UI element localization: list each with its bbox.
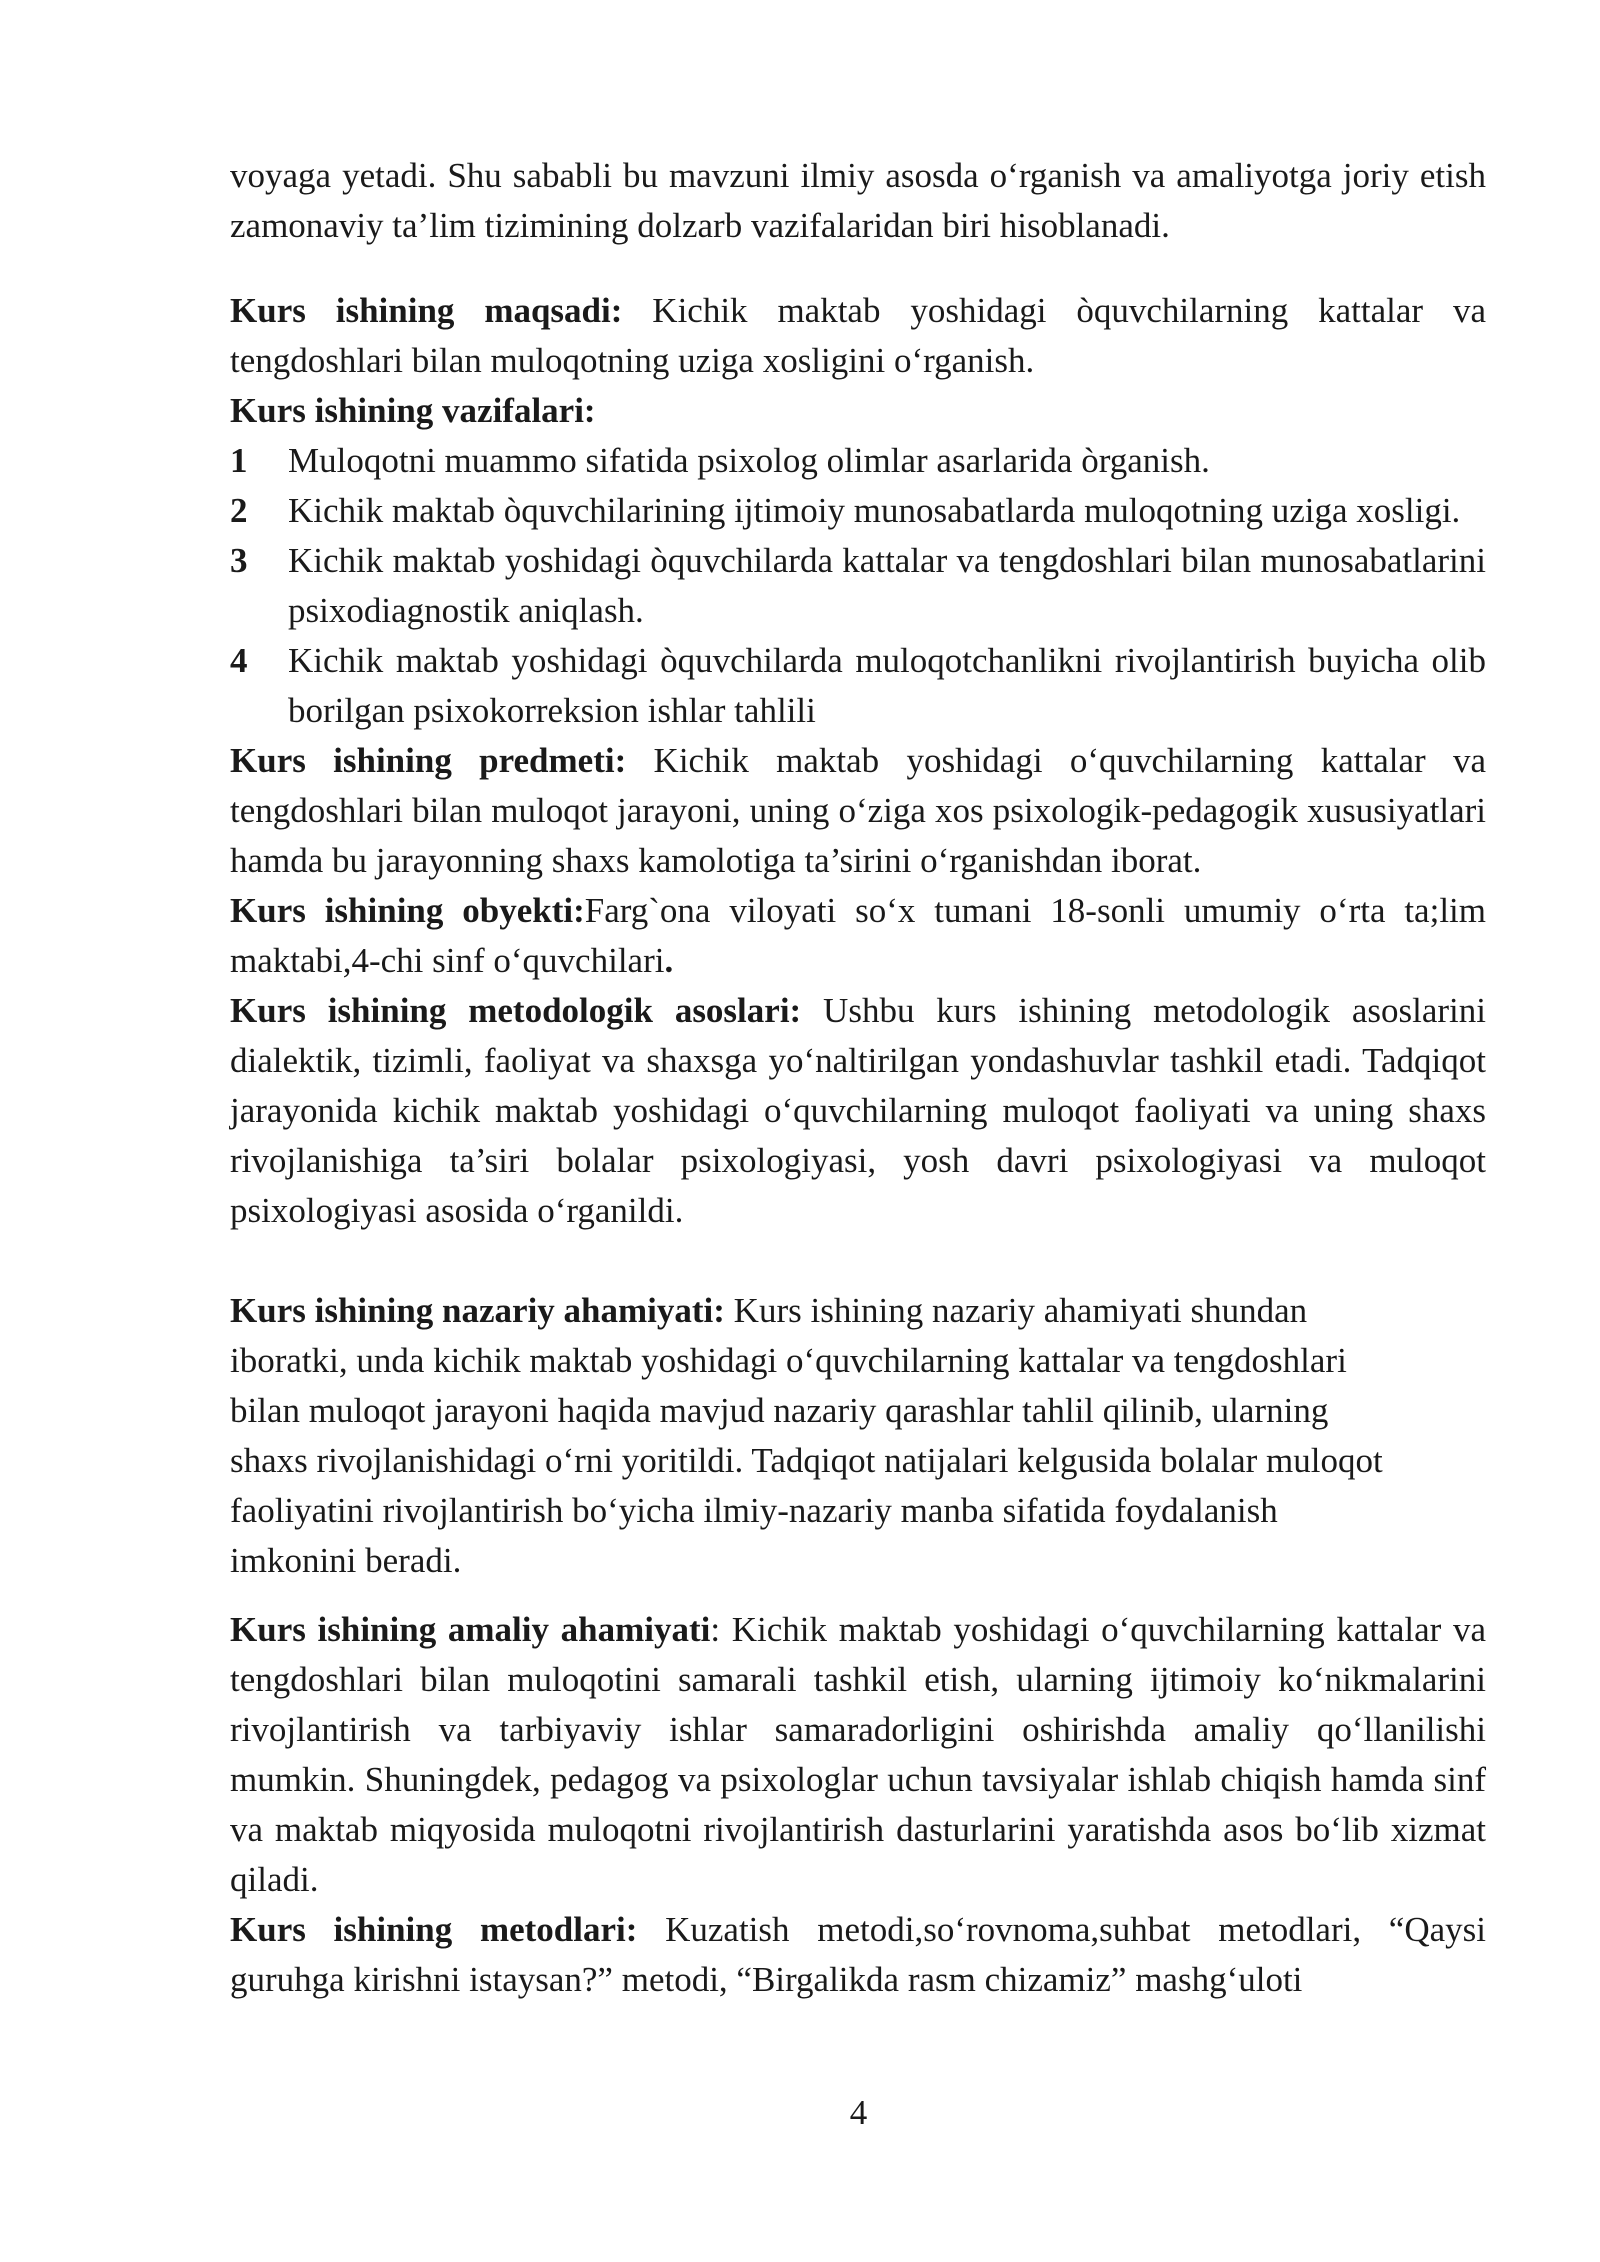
theory-label: Kurs ishining nazariy ahamiyati: (230, 1291, 725, 1330)
subject-label: Kurs ishining predmeti: (230, 741, 627, 780)
task-number: 3 (230, 541, 248, 580)
methods-text: Kuzatish metodi,so‘rovnoma,suhbat metodlari, “Qaysi guruhga kirishni istaysan?” metodi, “Birgalikda rasm chizamiz” mashg‘uloti (230, 1910, 1486, 1999)
object-paragraph (230, 886, 1486, 986)
theory-section (230, 1286, 1486, 1586)
task-text: Kichik maktab òquvchilarining ijtimoiy munosabatlarda muloqotning uziga xosligi. (288, 491, 1461, 530)
practice-section (230, 1605, 1486, 2005)
task-text: Kichik maktab yoshidagi òquvchilarda muloqotchanlikni rivojlantirish buyicha olib borilgan psixokorreksion ishlar tahlili (288, 641, 1486, 730)
task-text: Kichik maktab yoshidagi òquvchilarda kattalar va tengdoshlari bilan munosabatlarini psixodiagnostik aniqlash. (288, 541, 1486, 630)
object-label: Kurs ishining obyekti: (230, 891, 585, 930)
task-item-2 (230, 486, 1486, 536)
subject-paragraph (230, 736, 1486, 886)
methodology-paragraph (230, 986, 1486, 1236)
tasks-heading-label: Kurs ishining vazifalari: (230, 391, 596, 430)
task-number: 1 (230, 441, 248, 480)
goal-section (230, 286, 1486, 386)
intro-text: voyaga yetadi. Shu sababli bu mavzuni ilmiy asosda o‘rganish va amaliyotga joriy etish zamonaviy ta’lim tizimining dolzarb vazifalaridan biri hisoblanadi. (230, 156, 1486, 245)
practice-text: : Kichik maktab yoshidagi o‘quvchilarning kattalar va tengdoshlari bilan muloqotini samarali tashkil etish, ularning ijtimoiy ko‘nikmalarini rivojlantirish va tarbiyaviy ishlar samaradorligini oshirishda amaliy qo‘llanilishi mumkin. Shuningdek, pedagog va psixologlar uchun tavsiyalar ishlab chiqish hamda sinf va maktab miqyosida muloqotni rivojlantirish dasturlarini yaratishda asos bo‘lib xizmat qiladi. (230, 1610, 1486, 1899)
theory-line-text: Kurs ishining nazariy ahamiyati shundan (724, 1291, 1308, 1330)
tasks-list (230, 436, 1486, 736)
theory-line-5: faoliyatini rivojlantirish bo‘yicha ilmiy-nazariy manba sifatida foydalanish (230, 1491, 1278, 1530)
task-number: 2 (230, 491, 248, 530)
methods-paragraph (230, 1905, 1486, 2005)
theory-line-6: imkonini beradi. (230, 1541, 462, 1580)
methods-label: Kurs ishining metodlari: (230, 1910, 638, 1949)
page-number: 4 (849, 2093, 868, 2132)
intro-paragraph (230, 151, 1486, 251)
practice-label: Kurs ishining amaliy ahamiyati (230, 1610, 711, 1649)
goal-paragraph (230, 286, 1486, 386)
theory-line-1 (230, 1286, 1486, 1336)
task-item-4 (230, 636, 1486, 736)
goal-text: Kichik maktab yoshidagi òquvchilarning kattalar va tengdoshlari bilan muloqotning uziga xosligini o‘rganish. (230, 291, 1486, 380)
task-text: Muloqotni muammo sifatida psixolog olimlar asarlarida òrganish. (288, 441, 1210, 480)
subject-text: Kichik maktab yoshidagi o‘quvchilarning kattalar va tengdoshlari bilan muloqot jarayoni, uning o‘ziga xos psixologik-pedagogik xususiyatlari hamda bu jarayonning shaxs kamolotiga ta’sirini o‘rganishdan iborat. (230, 741, 1486, 880)
goal-label: Kurs ishining maqsadi: (230, 291, 623, 330)
tasks-heading (230, 386, 1486, 436)
task-number: 4 (230, 641, 248, 680)
theory-line-4: shaxs rivojlanishidagi o‘rni yoritildi. Tadqiqot natijalari kelgusida bolalar muloqot (230, 1441, 1383, 1480)
tasks-section (230, 386, 1486, 1236)
object-text: Farg`ona viloyati so‘x tumani 18-sonli umumiy o‘rta ta;lim maktabi,4-chi sinf o‘quvchilari (230, 891, 1486, 980)
task-item-1 (230, 436, 1486, 486)
methodology-label: Kurs ishining metodologik asoslari: (230, 991, 802, 1030)
methodology-text: Ushbu kurs ishining metodologik asoslarini dialektik, tizimli, faoliyat va shaxsga yo‘naltirilgan yondashuvlar tashkil etadi. Tadqiqot jarayonida kichik maktab yoshidagi o‘quvchilarning muloqot faoliyati va uning shaxs rivojlanishiga ta’siri bolalar psixologiyasi, yosh davri psixologiyasi va muloqot psixologiyasi asosida o‘rganildi. (230, 991, 1486, 1230)
object-end: . (664, 941, 674, 980)
theory-line-2: iboratki, unda kichik maktab yoshidagi o‘quvchilarning kattalar va tengdoshlari (230, 1341, 1347, 1380)
theory-line-3: bilan muloqot jarayoni haqida mavjud nazariy qarashlar tahlil qilinib, ularning (230, 1391, 1329, 1430)
practice-paragraph (230, 1605, 1486, 1905)
task-item-3 (230, 536, 1486, 636)
